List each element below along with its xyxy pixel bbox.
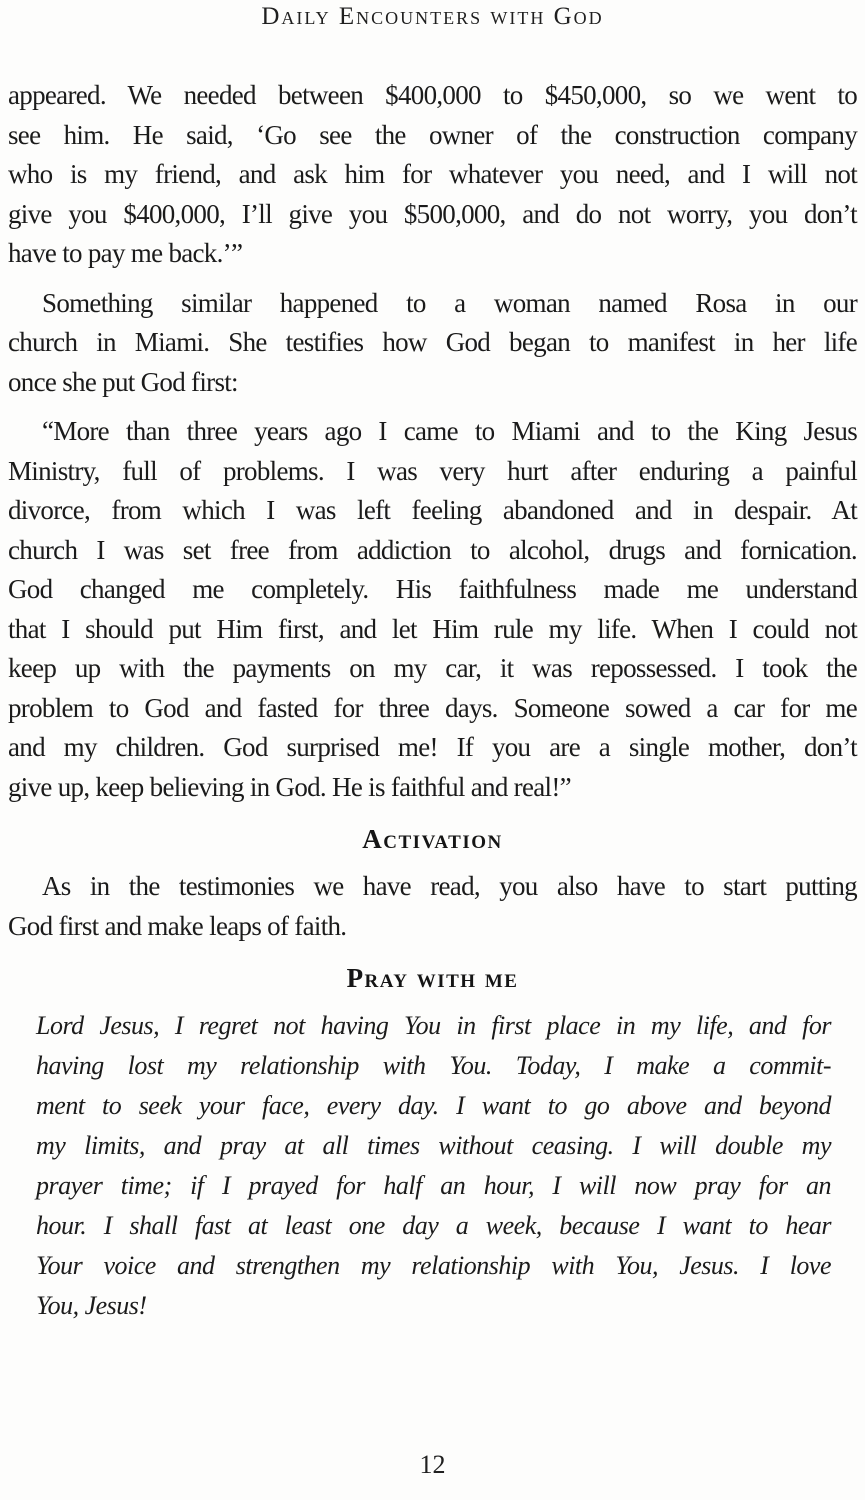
text-line: Something similar happened to a woman named Rosa in our [42,287,857,318]
text-line: God first and make leaps of faith. [8,910,347,941]
text-line: having lost my relationship with You. Today, I make a commit- [36,1051,831,1080]
text-line: prayer time; if I prayed for half an hour, I will now pray for an [36,1171,831,1200]
activation-heading: Activation [362,824,503,854]
page-number: 12 [419,1450,446,1479]
text-line: keep up with the payments on my car, it was repossessed. I took the [8,653,857,683]
text-line: You, Jesus! [36,1291,147,1320]
text-line: once she put God first: [8,366,238,397]
text-line: my limits, and pray at all times without ceasing. I will double my [36,1131,831,1160]
text-line: Ministry, full of problems. I was very hurt after enduring a painful [8,455,857,486]
text-line: ment to seek your face, every day. I want to go above and beyond [36,1091,831,1120]
text-line: see him. He said, ‘Go see the owner of the construction company [8,119,857,150]
text-line: As in the testimonies we have read, you also have to start putting [42,871,857,901]
page-body [8,76,857,1326]
running-header: Daily Encounters with God [261,3,604,30]
activation-paragraph [8,867,857,946]
text-line: problem to God and fasted for three days. Someone sowed a car for me [8,692,857,723]
text-line: hour. I shall fast at least one day a week, because I want to hear [36,1211,831,1240]
text-line: that I should put Him first, and let Him rule my life. When I could not [8,613,857,644]
text-line: give you $400,000, I’ll give you $500,000, and do not worry, you don’t [8,198,857,229]
text-line: and my children. God surprised me! If you are a single mother, don’t [8,732,857,762]
text-line: “More than three years ago I came to Miami and to the King Jesus [42,416,857,446]
text-line: give up, keep believing in God. He is faithful and real!” [8,771,571,802]
text-line: who is my friend, and ask him for whatever you need, and I will not [8,159,857,189]
text-line: church I was set free from addiction to alcohol, drugs and fornication. [8,534,857,565]
body-paragraph-3-testimony-quote [8,412,857,807]
body-paragraph-2 [8,284,857,403]
text-line: church in Miami. She testifies how God began to manifest in her life [8,327,857,357]
text-line: have to pay me back.’” [8,238,243,268]
text-line: God changed me completely. His faithfulness made me understand [8,574,857,604]
text-line: appeared. We needed between $400,000 to $450,000, so we went to [8,80,857,110]
text-line: divorce, from which I was left feeling abandoned and in despair. At [8,495,857,525]
body-paragraph-1 [8,76,857,274]
text-line: Lord Jesus, I regret not having You in first place in my life, and for [36,1011,831,1040]
pray-with-me-heading: Pray with me [346,963,519,993]
text-line: Your voice and strengthen my relationship with You, Jesus. I love [36,1251,831,1280]
prayer-text [36,1006,831,1326]
